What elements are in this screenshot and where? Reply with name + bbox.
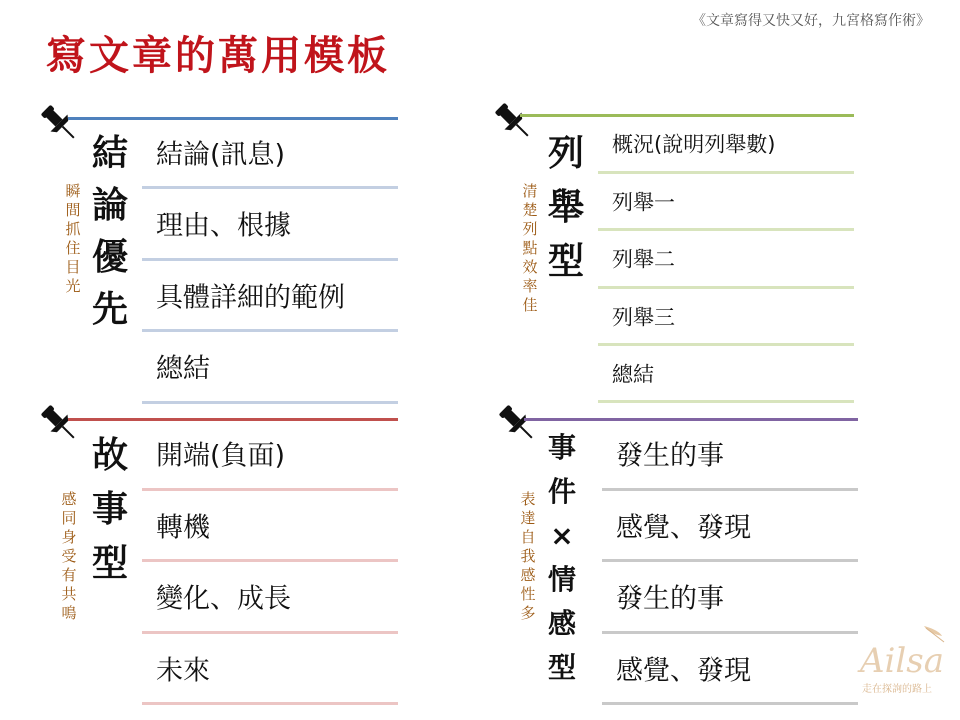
source-citation: 《文章寫得又快又好，九宮格寫作術》: [692, 13, 930, 29]
title-char: 先: [91, 289, 128, 330]
list-item: [142, 419, 398, 491]
list-item: [142, 332, 398, 404]
sub-char: 目: [65, 258, 81, 277]
sub-char: 鳴: [61, 604, 77, 623]
vertical-subtitle: [58, 490, 80, 623]
item-list: [598, 116, 854, 403]
item-label: 開端(負面): [156, 440, 286, 472]
vertical-title: [88, 435, 132, 584]
item-label: 列舉一: [612, 190, 675, 214]
title-char: 事: [547, 431, 576, 464]
item-label: 列舉二: [612, 247, 675, 272]
item-label: 轉機: [156, 512, 210, 544]
vertical-title: [542, 431, 582, 684]
title-char: ×: [550, 519, 574, 552]
sub-char: 自: [520, 528, 536, 547]
item-label: 具體詳細的範例: [156, 282, 345, 314]
sub-char: 受: [61, 547, 77, 566]
vertical-subtitle: [519, 182, 541, 315]
title-char: 事: [91, 489, 128, 530]
signature-logo: [854, 620, 950, 700]
list-item: [598, 174, 854, 231]
sub-char: 感: [61, 490, 77, 508]
list-item: [598, 231, 854, 289]
list-item: [602, 562, 858, 634]
divider: [602, 702, 858, 705]
item-label: 感覺、發現: [616, 655, 751, 687]
title-char: 優: [91, 237, 128, 278]
svg-text:Ailsa: Ailsa: [860, 641, 945, 681]
title-char: 型: [547, 241, 584, 282]
divider: [142, 401, 398, 404]
item-label: 列舉三: [612, 305, 675, 329]
push-pin-icon: [494, 400, 540, 446]
title-char: 型: [547, 651, 576, 684]
vertical-title: [88, 133, 132, 330]
title-char: 舉: [547, 187, 584, 228]
item-label: 理由、根據: [156, 210, 291, 242]
sub-char: 同: [61, 509, 77, 528]
list-item: [598, 346, 854, 403]
sub-char: 間: [65, 201, 81, 220]
sub-char: 身: [61, 528, 77, 547]
sub-char: 我: [520, 547, 536, 566]
list-item: [598, 116, 854, 174]
sub-char: 楚: [522, 201, 538, 220]
sub-char: 共: [61, 585, 77, 604]
title-char: 感: [547, 607, 576, 640]
sub-char: 抓: [65, 220, 81, 239]
item-label: 總結: [156, 353, 210, 385]
list-item: [142, 634, 398, 705]
push-pin-icon: [490, 98, 536, 144]
sub-char: 住: [65, 239, 81, 258]
push-pin-icon: [36, 100, 82, 146]
title-char: 故: [91, 435, 128, 476]
sub-char: 點: [522, 239, 538, 258]
sub-char: 效: [522, 258, 538, 277]
sub-char: 清: [522, 182, 538, 200]
sub-char: 達: [520, 509, 536, 528]
page-title: 寫文章的萬用模板: [46, 33, 390, 79]
sub-char: 性: [520, 585, 536, 604]
list-item: [598, 289, 854, 346]
item-label: 變化、成長: [156, 583, 291, 615]
title-char: 情: [547, 563, 576, 596]
divider: [598, 400, 854, 403]
sub-char: 率: [522, 277, 538, 296]
title-char: 件: [547, 475, 576, 508]
item-label: 總結: [612, 362, 654, 386]
title-char: 論: [91, 185, 128, 226]
sub-char: 瞬: [65, 182, 81, 200]
item-list: [142, 419, 398, 705]
sub-char: 佳: [522, 296, 538, 315]
list-item: [142, 562, 398, 634]
item-label: 未來: [156, 655, 210, 687]
sub-char: 表: [520, 490, 536, 508]
vertical-subtitle: [517, 490, 539, 623]
sub-char: 列: [522, 220, 538, 239]
sub-char: 多: [520, 604, 536, 623]
sub-char: 感: [520, 566, 536, 585]
push-pin-icon: [36, 400, 82, 446]
list-item: [142, 189, 398, 261]
sub-char: 光: [65, 277, 81, 296]
list-item: [142, 118, 398, 189]
vertical-subtitle: [62, 182, 84, 296]
list-item: [142, 491, 398, 562]
list-item: [602, 491, 858, 562]
vertical-title: [544, 133, 588, 282]
item-label: 概況(說明列舉數): [612, 132, 776, 157]
title-char: 結: [91, 133, 128, 174]
list-item: [602, 634, 858, 705]
item-label: 發生的事: [616, 440, 724, 472]
item-label: 感覺、發現: [616, 512, 751, 544]
list-item: [602, 419, 858, 491]
sub-char: 有: [61, 566, 77, 585]
item-list: [602, 419, 858, 705]
item-label: 發生的事: [616, 583, 724, 615]
item-list: [142, 118, 398, 404]
title-char: 型: [91, 543, 128, 584]
list-item: [142, 261, 398, 332]
divider: [142, 702, 398, 705]
svg-text:走在探詢的路上: 走在探詢的路上: [862, 684, 932, 695]
item-label: 結論(訊息): [156, 139, 286, 171]
title-char: 列: [547, 133, 584, 174]
